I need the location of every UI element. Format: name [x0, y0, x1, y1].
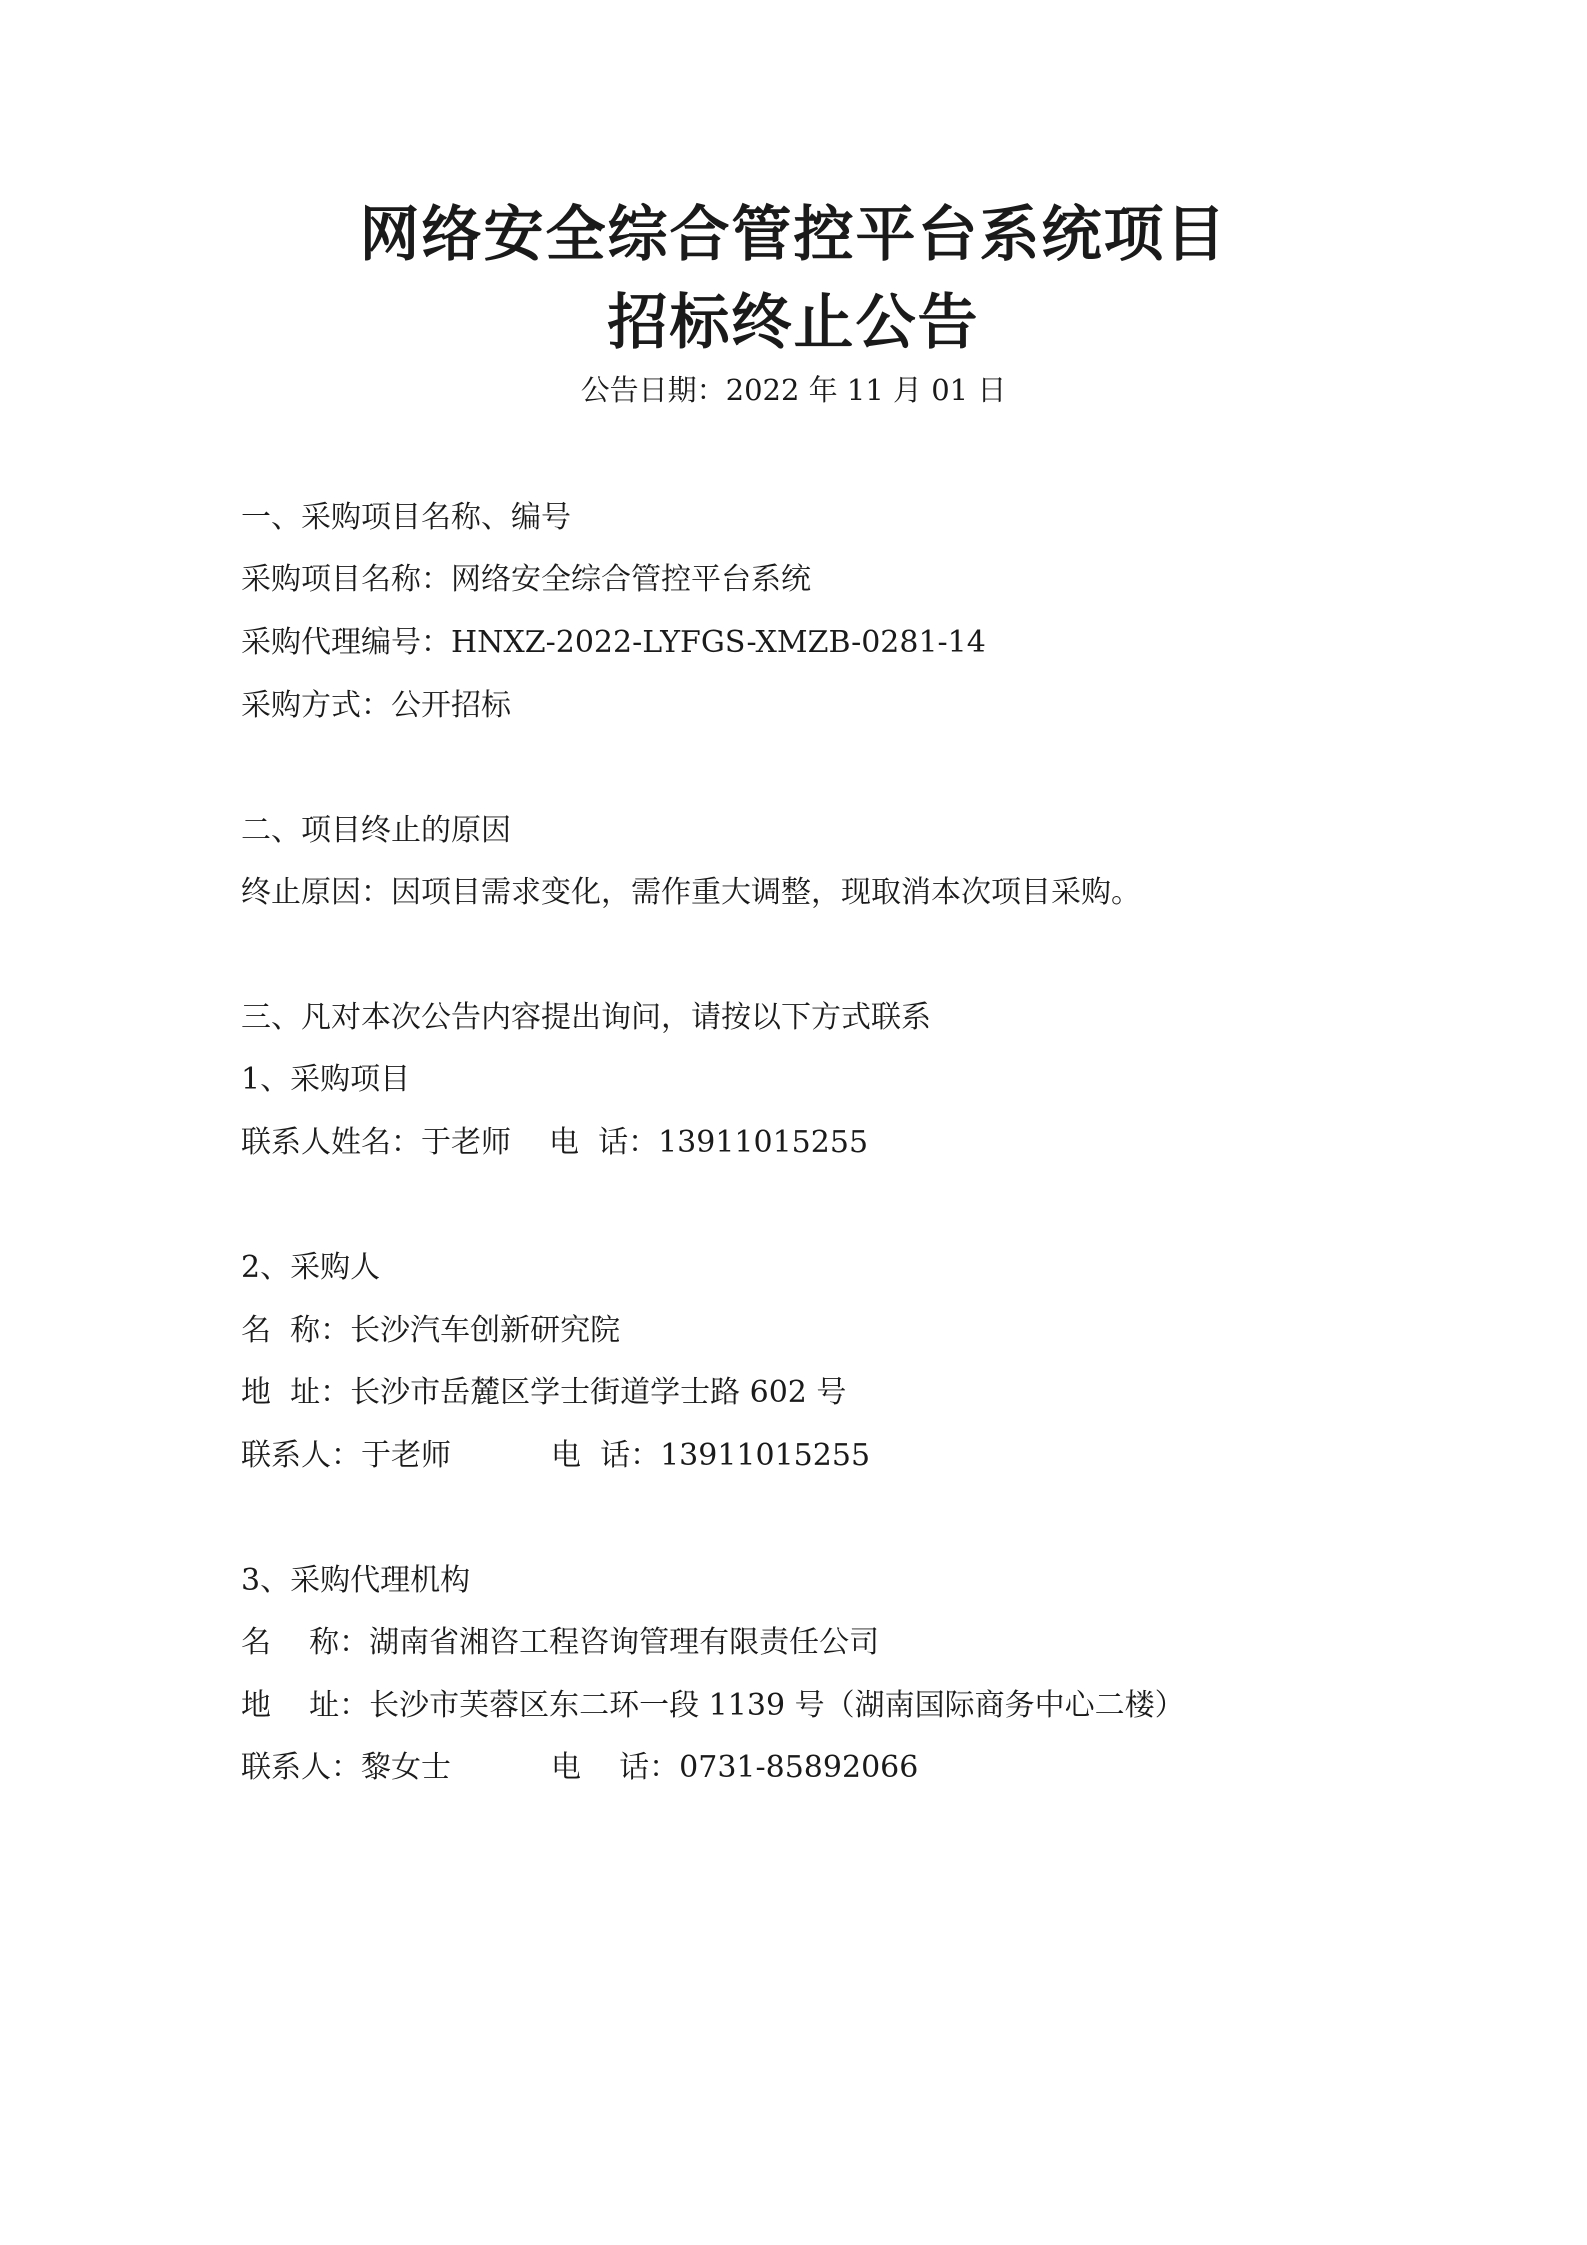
- agency-name: 名 称：湖南省湘咨工程咨询管理有限责任公司: [241, 1625, 880, 1660]
- purchaser-contact: 联系人：于老师: [241, 1438, 451, 1473]
- purchaser-phone: 电 话：13911015255: [551, 1438, 871, 1473]
- agency-address: 地 址：长沙市芙蓉区东二环一段 1139 号（湖南国际商务中心二楼）: [241, 1688, 1185, 1723]
- agency-heading: 3、采购代理机构: [241, 1563, 471, 1598]
- agency-contact-row: [241, 1748, 918, 1788]
- agency-phone: 电 话：0731-85892066: [551, 1750, 919, 1785]
- section1-heading: 一、采购项目名称、编号: [241, 500, 571, 535]
- project-contact-phone: 电 话：13911015255: [549, 1125, 869, 1160]
- procurement-method: 采购方式：公开招标: [241, 688, 511, 723]
- purchaser-contact-row: [241, 1436, 870, 1476]
- purchaser-address: 地 址：长沙市岳麓区学士街道学士路 602 号: [241, 1375, 847, 1410]
- purchaser-heading: 2、采购人: [241, 1250, 381, 1285]
- purchaser-name: 名 称：长沙汽车创新研究院: [241, 1313, 621, 1348]
- announcement-date: 公告日期：2022 年 11 月 01 日: [580, 373, 1007, 407]
- project-contact-name: 联系人姓名：于老师: [241, 1125, 511, 1160]
- agency-code: 采购代理编号：HNXZ-2022-LYFGS-XMZB-0281-14: [241, 625, 986, 660]
- section3-heading: 三、凡对本次公告内容提出询问，请按以下方式联系: [241, 1000, 931, 1035]
- project-name: 采购项目名称：网络安全综合管控平台系统: [241, 562, 811, 597]
- project-contact-row: [241, 1123, 868, 1163]
- title-line-2: 招标终止公告: [607, 288, 980, 358]
- project-contact-heading: 1、采购项目: [241, 1062, 411, 1097]
- section2-heading: 二、项目终止的原因: [241, 813, 511, 848]
- agency-contact: 联系人：黎女士: [241, 1750, 451, 1785]
- termination-reason: 终止原因：因项目需求变化，需作重大调整，现取消本次项目采购。: [241, 875, 1141, 910]
- title-line-1: 网络安全综合管控平台系统项目: [359, 200, 1228, 270]
